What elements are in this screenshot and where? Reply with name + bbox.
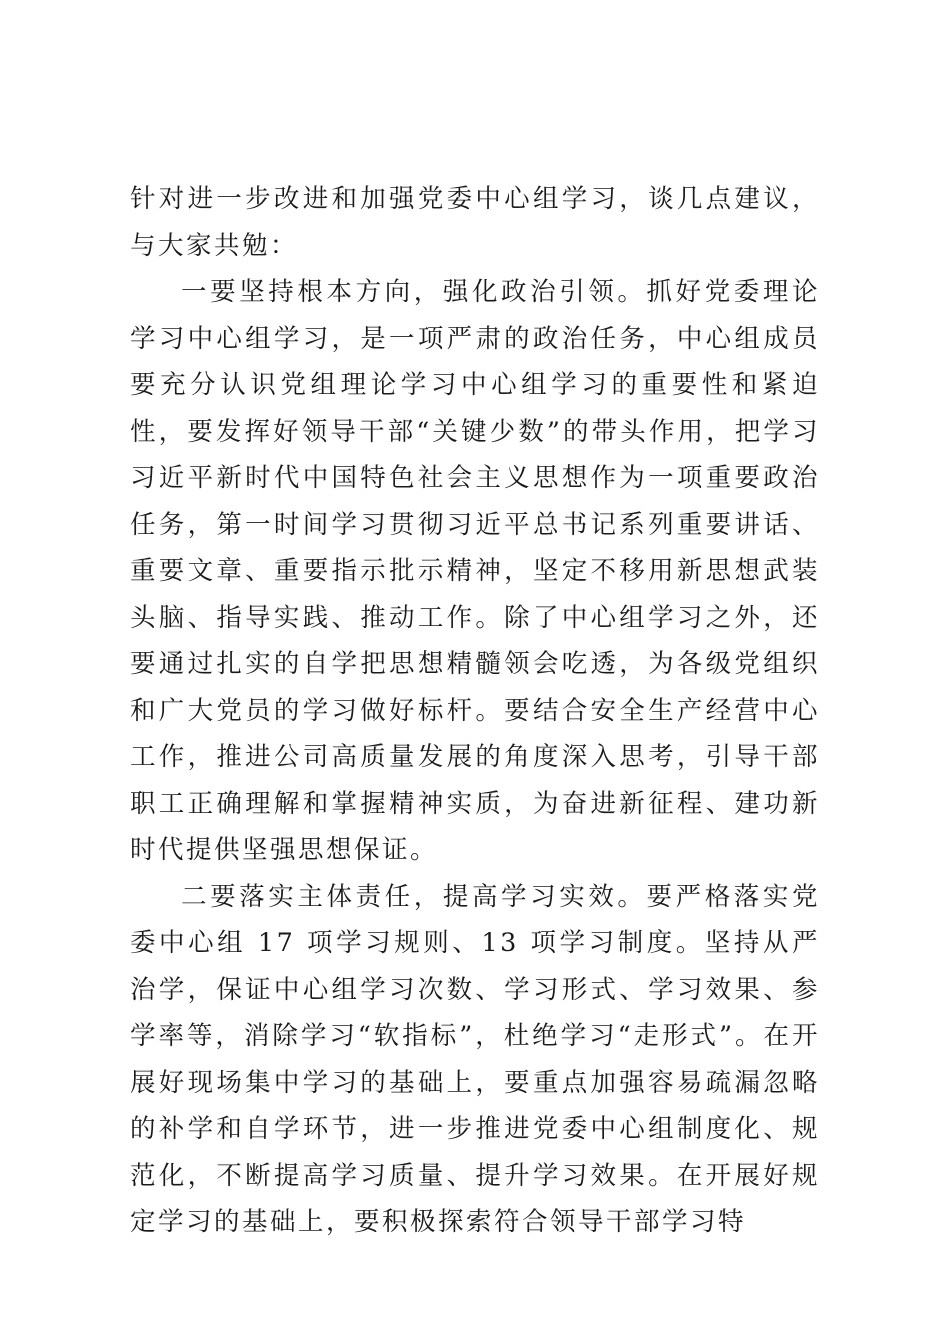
paragraph-intro: 针对进一步改进和加强党委中心组学习，谈几点建议，与大家共勉： (130, 184, 820, 261)
document-body (130, 176, 820, 1246)
paragraph-point-one: 一要坚持根本方向，强化政治引领。抓好党委理论学习中心组学习，是一项严肃的政治任务，中心组成员要充分认识党组理论学习中心组学习的重要性和紧迫性，要发挥好领导干部“关键少数”的带头作用，把学习习近平新时代中国特色社会主义思想作为一项重要政治任务，第一时间学习贯彻习近平总书记系列重要讲话、重要文章、重要指示批示精神，坚定不移用新思想武装头脑、指导实践、推动工作。除了中心组学习之外，还要通过扎实的自学把思想精髓领会吃透，为各级党组织和广大党员的学习做好标杆。要结合安全生产经营中心工作，推进公司高质量发展的角度深入思考，引导干部职工正确理解和掌握精神实质，为奋进新征程、建功新时代提供坚强思想保证。 (130, 277, 820, 865)
paragraph-point-two: 二要落实主体责任，提高学习实效。要严格落实党委中心组 17 项学习规则、13 项学习制度。坚持从严治学，保证中心组学习次数、学习形式、学习效果、参学率等，消除学习“软指标”，杜绝学习“走形式”。在开展好现场集中学习的基础上，要重点加强容易疏漏忽略的补学和自学环节，进一步推进党委中心组制度化、规范化，不断提高学习质量、提升学习效果。在开展好规定学习的基础上，要积极探索符合领导干部学习特 (130, 881, 820, 1237)
